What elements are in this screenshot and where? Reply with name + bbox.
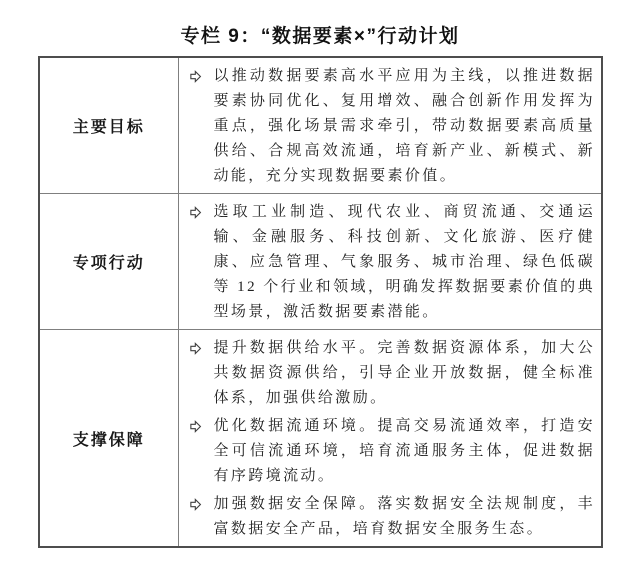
rightwards-white-arrow-icon: [189, 70, 202, 83]
row-content: [178, 194, 602, 330]
row-label: 专项行动: [39, 194, 178, 330]
row-content: [178, 330, 602, 548]
rightwards-white-arrow-icon: [189, 498, 202, 511]
plan-table: [38, 56, 603, 548]
bullet-item-text: 选取工业制造、现代农业、商贸流通、交通运输、金融服务、科技创新、文化旅游、医疗健康、应急管理、气象服务、城市治理、绿色低碳等 12 个行业和领域，明确发挥数据要素价值的典型场景，激活数据要素潜能。: [213, 204, 595, 320]
rightwards-white-arrow-icon: [189, 342, 202, 355]
page-title: 专栏 9：“数据要素×”行动计划: [180, 26, 460, 47]
bullet-item: [189, 64, 596, 189]
table-row: [39, 57, 602, 194]
plan-table-body: [39, 57, 602, 547]
row-content: [178, 57, 602, 194]
bullet-item: [189, 200, 596, 325]
rightwards-white-arrow-icon: [189, 420, 202, 433]
table-row: [39, 330, 602, 548]
table-row: [39, 194, 602, 330]
bullet-item: [189, 336, 596, 411]
bullet-item-text: 提升数据供给水平。完善数据资源体系，加大公共数据资源供给，引导企业开放数据，健全标准体系，加强供给激励。: [213, 340, 595, 406]
bullet-item-text: 加强数据安全保障。落实数据安全法规制度，丰富数据安全产品，培育数据安全服务生态。: [213, 496, 595, 537]
row-label: 主要目标: [39, 57, 178, 194]
row-label: 支撑保障: [39, 330, 178, 548]
bullet-item-text: 优化数据流通环境。提高交易流通效率，打造安全可信流通环境，培育流通服务主体，促进数据有序跨境流动。: [213, 418, 595, 484]
bullet-item-text: 以推动数据要素高水平应用为主线，以推进数据要素协同优化、复用增效、融合创新作用发挥为重点，强化场景需求牵引，带动数据要素高质量供给、合规高效流通，培育新产业、新模式、新动能，充分实现数据要素价值。: [213, 68, 595, 184]
bullet-item: [189, 414, 596, 489]
bullet-item: [189, 492, 596, 542]
rightwards-white-arrow-icon: [189, 206, 202, 219]
